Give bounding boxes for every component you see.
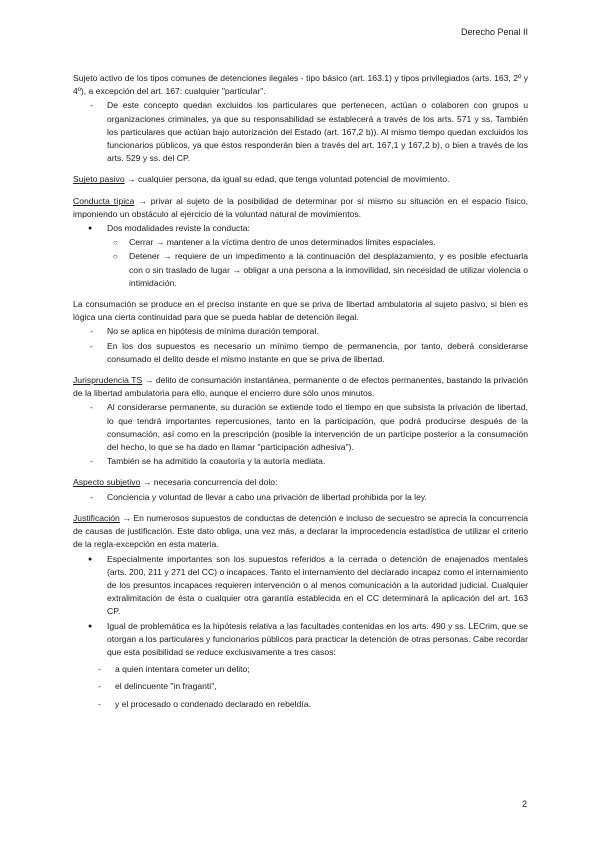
list-item: - a quien intentara cometer un delito; xyxy=(73,663,528,676)
section-heading: Conducta típica xyxy=(73,195,135,206)
section-jurisprudencia xyxy=(73,374,528,468)
section-text: → En numerosos supuestos de conductas de detención e incluso de secuestro se aprecia la concurrencia de causas de justificación. Este dato obliga, una vez más, a declarar la improcedencia estadística de utilizar el criterio de la regla-excepción en esta materia. xyxy=(73,512,528,550)
section-consumacion xyxy=(73,298,528,366)
list-item: ○ Detener → requiere de un impedimento a la continuación del desplazamiento, y es posible efectuarla con o sin traslado de lugar → obligar a una persona a la inmovilidad, sin necesidad de utilizar violencia o intimidación. xyxy=(73,250,528,290)
justificacion-bullet-list xyxy=(73,553,528,660)
modalities-list xyxy=(73,236,528,290)
section-heading: Sujeto pasivo xyxy=(73,174,125,185)
sujeto-activo-list xyxy=(73,99,528,165)
page-header: Derecho Penal II xyxy=(460,27,528,37)
document-body xyxy=(73,72,528,719)
sujeto-pasivo-paragraph xyxy=(73,173,528,186)
section-text: → delito de consumación instantánea, permanente o de efectos permanentes, bastando la privación de la libertad ambulatoria para ello, aunque el encierro dure sólo unos minutos. xyxy=(73,375,528,399)
section-justificacion xyxy=(73,512,528,711)
list-item xyxy=(73,222,528,290)
list-item: - y el procesado o condenado declarado en rebeldía. xyxy=(73,698,528,711)
section-heading: Aspecto subjetivo xyxy=(73,477,141,488)
section-sujeto-activo xyxy=(73,72,528,165)
section-sujeto-pasivo xyxy=(73,173,528,186)
list-item: - En los dos supuestos es necesario un mínimo tiempo de permanencia, por tanto, deberá considerarse consumado el delito desde el mismo instante en que se priva de libertad. xyxy=(73,340,528,366)
section-text: → necesaria concurrencia del dolo: xyxy=(140,477,278,488)
detention-cases-list xyxy=(73,663,528,711)
conducta-tipica-paragraph xyxy=(73,195,528,221)
justificacion-paragraph xyxy=(73,512,528,552)
list-item: ● Igual de problemática es la hipótesis relativa a las facultades contenidas en los arts. 490 y ss. LECrim, que se otorgan a los particulares y funcionarios públicos para practicar la detención de otras personas. Cabe recordar que esta posibilidad se reduce exclusivamente a tres casos: xyxy=(73,620,528,660)
list-item: - el delincuente "in fraganti", xyxy=(73,680,528,693)
list-item: - Conciencia y voluntad de llevar a cabo una privación de libertad prohibida por la ley. xyxy=(73,491,528,504)
consumacion-list xyxy=(73,325,528,366)
section-aspecto-subjetivo xyxy=(73,476,528,503)
list-item: - De este concepto quedan excluidos los particulares que pertenecen, actúan o colaboren con grupos u organizaciones criminales, ya que su responsabilidad se establecerá a través de los arts. 571 y ss. También los particulares que actúan bajo autorización del Estado (art. 167,2 b)). Al mismo tiempo quedan excluidos los funcionarios públicos, ya que éstos responderán bien a través del art. 167,1 y 167,2 b), o bien a través de los arts. 529 y ss. del CP. xyxy=(73,99,528,165)
list-item: - No se aplica en hipótesis de mínima duración temporal. xyxy=(73,325,528,338)
section-heading: Jurisprudencia TS xyxy=(73,375,143,386)
consumacion-paragraph: La consumación se produce en el preciso instante en que se priva de libertad ambulatoria al sujeto pasivo, si bien es lógica una cierta continuidad para que se pueda hablar de detención ilegal. xyxy=(73,299,528,323)
list-item: - También se ha admitido la coautoría y la autoría mediata. xyxy=(73,455,528,468)
section-heading: Justificación xyxy=(73,512,120,523)
section-conducta-tipica xyxy=(73,195,528,290)
sujeto-activo-paragraph: Sujeto activo de los tipos comunes de detenciones ilegales - tipo básico (art. 163.1) y tipos privilegiados (arts. 163, 2º y 4º), a excepción del art. 167: cualquier "particular". xyxy=(73,73,528,97)
section-text: → privar al sujeto de la posibilidad de determinar por sí mismo su situación en el espacio físico, imponiendo un obstáculo al ejercicio de la voluntad natural de movimientos. xyxy=(73,195,528,219)
page-number: 2 xyxy=(521,799,527,809)
bullet-text: Dos modalidades reviste la conducta: xyxy=(107,223,250,234)
jurisprudencia-paragraph xyxy=(73,374,528,400)
aspecto-subjetivo-paragraph xyxy=(73,476,528,489)
list-item: ● Especialmente importantes son los supuestos referidos a la cerrada o detención de enajenados mentales (arts. 200, 211 y 271 del CC) o incapaces. Tanto el internamiento del declarado incapaz como el internamiento de los presuntos incapaces requieren intervención o al menos comunicación a la autoridad judicial. Cualquier extralimitación de ésta o cualquier otra garantía establecida en el CC determinará la aplicación del art. 163 CP. xyxy=(73,553,528,619)
section-text: → cualquier persona, da igual su edad, que tenga voluntad potencial de movimiento. xyxy=(124,174,450,185)
jurisprudencia-list xyxy=(73,401,528,468)
list-item: ○ Cerrar → mantener a la víctima dentro de unos determinados límites espaciales. xyxy=(73,236,528,249)
aspecto-subjetivo-list xyxy=(73,491,528,504)
list-item: - Al considerarse permanente, su duración se extiende todo el tiempo en que subsista la privación de libertad, lo que tendrá importantes repercusiones, tanto en la participación, que podrá producirse después de la consumación, así como en la prescripción (posible la intervención de un partícipe posterior a la consumación del hecho, lo que se ha dado en llamar "participación adhesiva"). xyxy=(73,401,528,454)
conducta-bullet-list xyxy=(73,222,528,290)
